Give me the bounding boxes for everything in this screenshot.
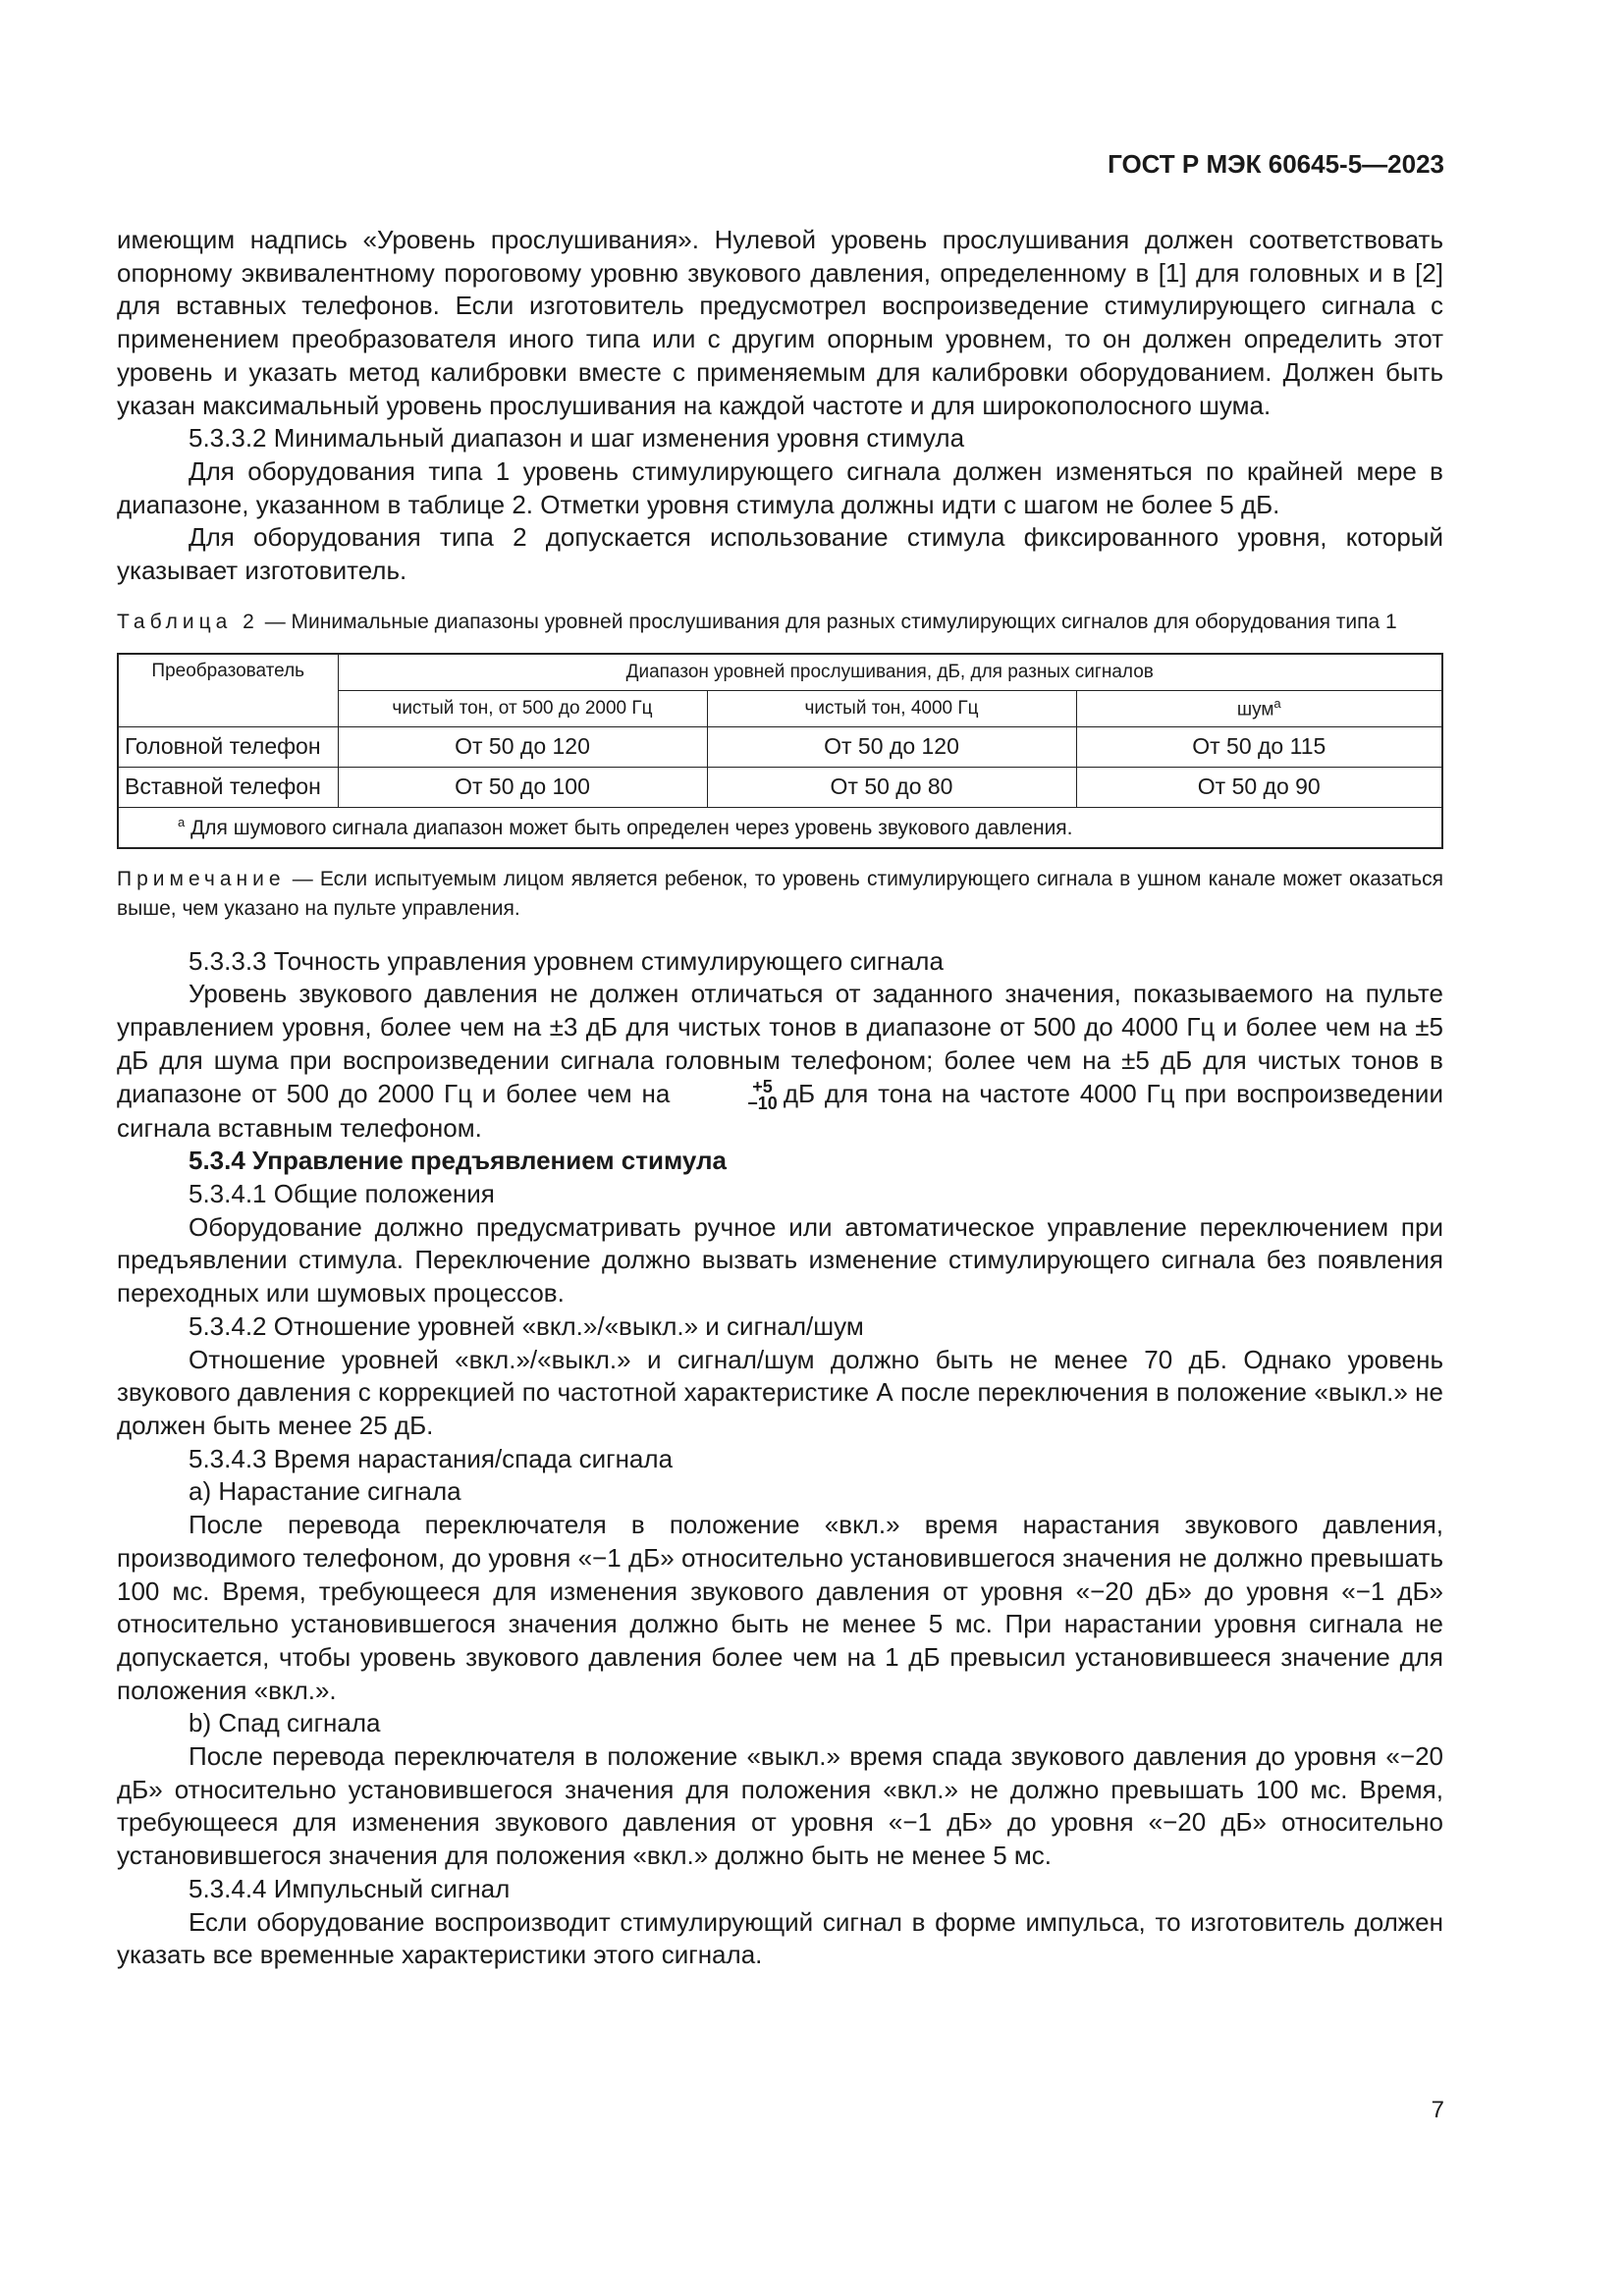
paragraph: После перевода переключателя в положение «вкл.» время нарастания звукового давления, производимого телефоном, до уровня «−1 дБ» относительно установившегося значения не должно превышать 100 мс. Время, требующееся для изменения звукового давления от уровня «−20 дБ» до уровня «−1 дБ» относительно установившегося значения должно быть не менее 5 мс. При нарастании уровня сигнала не допускается, чтобы уровень звукового давления более чем на 1 дБ превысил установившееся значение для положения «вкл.». (117, 1510, 1443, 1705)
paragraph: Для оборудования типа 1 уровень стимулирующего сигнала должен изменяться по крайней мере в диапазоне, указанном в таблице 2. Отметки уровня стимула должны идти с шагом не более 5 дБ. (117, 455, 1443, 519)
section-heading-5-3-3-3: 5.3.3.3 Точность управления уровнем стимулирующего сигнала (189, 945, 944, 976)
table-2 (117, 653, 1443, 849)
paragraph: 5.3.4.4 Импульсный сигнал (189, 1873, 511, 1903)
section-heading-5-3-3-2: 5.3.3.2 Минимальный диапазон и шаг изменения уровня стимула (189, 423, 965, 454)
paragraph: 5.3.4.3 Время нарастания/спада сигнала (189, 1443, 674, 1473)
table-cell: От 50 до 120 (707, 726, 1076, 767)
table-footnote-row (118, 807, 1442, 848)
footnote-marker: a (178, 814, 186, 829)
subheader-tone-4000: чистый тон, 4000 Гц (707, 690, 1076, 726)
table-caption (117, 608, 1443, 637)
table-caption-label: Таблица 2 (117, 610, 259, 633)
paragraph: имеющим надпись «Уровень прослушивания». Нулевой уровень прослушивания должен соответствовать опорному эквивалентному пороговому уровню звукового давления, определенному в [1] для головных и в [2] для вставных телефонов. Если изготовитель предусмотрел воспроизведение стимулирующего сигнала с применением преобразователя иного типа или с другим опорным уровнем, то он должен определить этот уровень и указать метод калибровки вместе с применяемым для калибровки оборудованием. Должен быть указан максимальный уровень прослушивания на каждой частоте и для широкополосного шума. (117, 225, 1443, 420)
table-note (117, 865, 1443, 924)
table-row (118, 726, 1442, 767)
subheader-tone-500-2000: чистый тон, от 500 до 2000 Гц (338, 690, 707, 726)
bottom-paragraphs (117, 1145, 1443, 1972)
row-name: Вставной телефон (118, 767, 338, 807)
page-content (117, 224, 1443, 1972)
row-name: Головной телефон (118, 726, 338, 767)
paragraph: b) Спад сигнала (189, 1708, 381, 1738)
note-label: Примечание (117, 867, 286, 890)
paragraph: 5.3.4 Управление предъявлением стимула (189, 1146, 727, 1176)
paragraph: 5.3.4.1 Общие положения (189, 1179, 495, 1209)
paragraph: Для оборудования типа 2 допускается использование стимула фиксированного уровня, который указывает изготовитель. (117, 522, 1443, 586)
table-cell: От 50 до 115 (1076, 726, 1442, 767)
paragraph: Если оборудование воспроизводит стимулирующий сигнал в форме импульса, то изготовитель должен указать все временные характеристики этого сигнала. (117, 1906, 1443, 1970)
table-cell: От 50 до 100 (338, 767, 707, 807)
table-footnote: $^a$ Для шумового сигнала диапазон может быть определен через уровень звукового давления. (118, 807, 1442, 848)
header-range-group: Диапазон уровней прослушивания, дБ, для разных сигналов (338, 654, 1442, 691)
document-header: ГОСТ Р МЭК 60645-5—2023 (1108, 149, 1444, 179)
footnote-marker: a (1273, 696, 1281, 712)
tolerance-fraction: +5 −10 (747, 1076, 778, 1113)
paragraph: Оборудование должно предусматривать ручное или автоматическое управление переключением при предъявлении стимула. Переключение должно вызвать изменение стимулирующего сигнала без появления переходных или шумовых процессов. (117, 1211, 1443, 1308)
note-text: — Если испытуемым лицом является ребенок, то уровень стимулирующего сигнала в ушном канале может оказаться выше, чем указано на пульте управления. (117, 867, 1443, 920)
table-cell: От 50 до 90 (1076, 767, 1442, 807)
paragraph: a) Нарастание сигнала (189, 1476, 461, 1507)
subheader-noise: шум$^a$ (1076, 690, 1442, 726)
paragraph-5-3-3-3: Уровень звукового давления не должен отличаться от заданного значения, показываемого на пульте управлением уровня, более чем на ±3 дБ для чистых тонов в диапазоне от 500 до 4000 Гц и более чем на ±5 дБ для шума при воспроизведении сигнала головным телефоном; более чем на ±5 дБ для чистых тонов в диапазоне от 500 до 2000 Гц и более чем на +5 −10 дБ для тона на частоте 4000 Гц при воспроизведении сигнала вставным телефоном. (117, 979, 1443, 1143)
paragraph: 5.3.4.2 Отношение уровней «вкл.»/«выкл.» и сигнал/шум (189, 1310, 864, 1341)
header-transducer: Преобразователь (118, 654, 338, 727)
table-cell: От 50 до 120 (338, 726, 707, 767)
table-caption-text: — Минимальные диапазоны уровней прослушивания для разных стимулирующих сигналов для оборудования типа 1 (258, 610, 1397, 633)
paragraph: Отношение уровней «вкл.»/«выкл.» и сигнал/шум должно быть не менее 70 дБ. Однако уровень звукового давления с коррекцией по частотной характеристике А после переключения в положение «выкл.» не должен быть менее 25 дБ. (117, 1344, 1443, 1440)
table-cell: От 50 до 80 (707, 767, 1076, 807)
page-number: 7 (1431, 2097, 1444, 2123)
table-row (118, 767, 1442, 807)
table-header-row (118, 654, 1442, 691)
paragraph: После перевода переключателя в положение «выкл.» время спада звукового давления до уровня «−20 дБ» относительно установившегося значения для положения «вкл.» не должно превышать 100 мс. Время, требующееся для изменения звукового давления от уровня «−1 дБ» до уровня «−20 дБ» относительно установившегося значения для положения «вкл.» должно быть не менее 5 мс. (117, 1741, 1443, 1871)
